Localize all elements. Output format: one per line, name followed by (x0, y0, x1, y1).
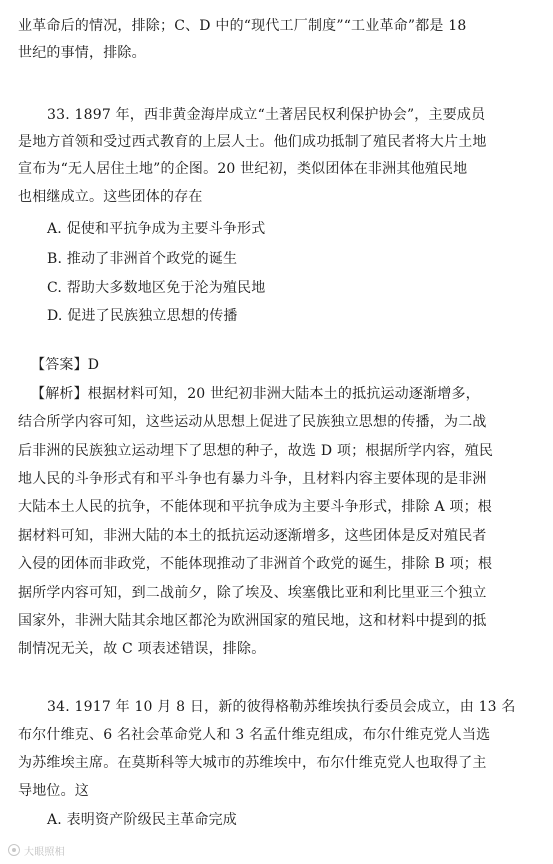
q34-stem-line-2: 布尔什维克、6 名社会革命党人和 3 名孟什维克组成，布尔什维克党人当选 (18, 727, 491, 743)
q33-analysis-line-7: 入侵的团体而非政党，不能体现推动了非洲首个政党的诞生，排除 B 项；根 (18, 556, 493, 572)
watermark-text: 大眼照相 (24, 846, 65, 858)
q33-analysis-line-9: 国家外，非洲大陆其余地区都沦为欧洲国家的殖民地，这和材料中提到的抵 (18, 613, 487, 629)
q33-analysis-line-2: 结合所学内容可知，这些运动从思想上促进了民族独立思想的传播，为二战 (18, 414, 487, 430)
q33-option-a: A. 促使和平抗争成为主要斗争形式 (47, 221, 266, 237)
q33-analysis-line-5: 大陆本土人民的抗争，不能体现和平抗争成为主要斗争形式，排除 A 项；根 (18, 499, 493, 515)
q34-stem-line-4: 导地位。这 (18, 783, 89, 799)
q33-option-c: C. 帮助大多数地区免于沦为殖民地 (47, 280, 266, 296)
q33-stem-line-4: 也相继成立。这些团体的存在 (18, 189, 203, 205)
q33-option-b: B. 推动了非洲首个政党的诞生 (47, 251, 238, 267)
camera-watermark-icon (8, 844, 20, 856)
q34-option-a: A. 表明资产阶级民主革命完成 (47, 812, 238, 828)
fragment-line-2: 世纪的事情，排除。 (18, 45, 146, 61)
q33-stem-line-3: 宣布为“无人居住土地”的企图。20 世纪初，类似团体在非洲其他殖民地 (18, 161, 468, 177)
q33-analysis-line-8: 据所学内容可知，到二战前夕，除了埃及、埃塞俄比亚和利比里亚三个独立 (18, 585, 487, 601)
q33-analysis-line-4: 地人民的斗争形式有和平斗争也有暴力斗争，且材料内容主要体现的是非洲 (18, 471, 487, 487)
q34-stem-line-1: 34. 1917 年 10 月 8 日，新的彼得格勒苏维埃执行委员会成立，由 13 名 (47, 699, 516, 715)
q34-stem-line-3: 为苏维埃主席。在莫斯科等大城市的苏维埃中，布尔什维克党人也取得了主 (18, 755, 487, 771)
q33-option-d: D. 促进了民族独立思想的传播 (47, 308, 238, 324)
q33-stem-line-1: 33. 1897 年，西非黄金海岸成立“土著居民权利保护协会”，主要成员 (47, 107, 486, 123)
q33-answer: 【答案】D (31, 357, 100, 373)
q33-analysis-line-3: 后非洲的民族独立运动埋下了思想的种子，故选 D 项；根据所学内容，殖民 (18, 443, 494, 459)
q33-analysis-line-10: 制情况无关，故 C 项表述错误，排除。 (18, 641, 266, 657)
q33-analysis-line-1: 【解析】根据材料可知，20 世纪初非洲大陆本土的抵抗运动逐渐增多， (31, 386, 480, 402)
q33-analysis-line-6: 据材料可知，非洲大陆的本土的抵抗运动逐渐增多，这些团体是反对殖民者 (18, 528, 487, 544)
watermark (8, 842, 65, 858)
q33-stem-line-2: 是地方首领和受过西式教育的上层人士。他们成功抵制了殖民者将大片土地 (18, 134, 487, 150)
fragment-line-1: 业革命后的情况，排除；C、D 中的“现代工厂制度”“工业革命”都是 18 (18, 18, 467, 34)
